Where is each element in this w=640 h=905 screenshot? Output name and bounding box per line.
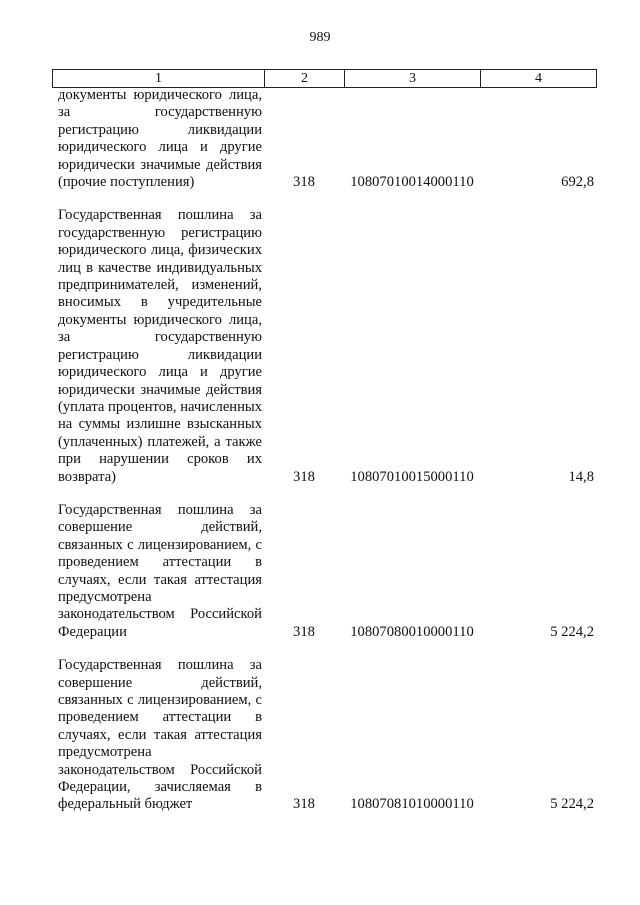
column-header-4: 4 [481, 70, 597, 88]
row-admin-code: 318 [293, 796, 315, 813]
row-description: документы юридического лица, за государственную регистрацию ликвидации юридического лица и другие юридически значимые действия (прочие поступления) [58, 87, 262, 191]
table-row [52, 502, 596, 641]
table-row [52, 207, 596, 486]
row-amount: 692,8 [561, 174, 594, 191]
table-row [52, 87, 596, 191]
page-number: 989 [309, 30, 331, 45]
column-header-row [53, 70, 597, 88]
row-amount: 14,8 [568, 468, 594, 485]
row-description: Государственная пошлина за государственную регистрацию юридического лица, физических лиц в качестве индивидуальных предпринимателей, изменений, вносимых в учредительные документы юридического лица, за государственную регистрацию ликвидации юридического лица и другие юридически значимые действия (уплата процентов, начисленных на суммы излишне взысканных (уплаченных) платежей, а также при нарушении сроков их возврата) [58, 207, 263, 485]
row-kbk-code: 10807010015000110 [350, 468, 474, 485]
row-amount: 5 224,2 [550, 796, 594, 813]
row-description: Государственная пошлина за совершение действий, связанных с лицензированием, с проведением аттестации в случаях, если такая аттестация предусмотрена законодательством Российской Федерации, зачисляемая в федеральный бюджет [58, 657, 262, 813]
row-amount: 5 224,2 [550, 623, 594, 640]
row-admin-code: 318 [293, 174, 315, 191]
table-body [52, 87, 596, 830]
table-row [52, 657, 596, 814]
column-header-3: 3 [345, 70, 481, 88]
row-admin-code: 318 [293, 468, 315, 485]
row-admin-code: 318 [293, 623, 315, 640]
row-description: Государственная пошлина за совершение действий, связанных с лицензированием, с проведением аттестации в случаях, если такая аттестация предусмотрена законодательством Российской Федерации [58, 501, 262, 640]
row-kbk-code: 10807080010000110 [350, 623, 474, 640]
column-header-1: 1 [53, 70, 265, 88]
column-header-table [52, 69, 597, 88]
column-header-2: 2 [265, 70, 345, 88]
row-kbk-code: 10807081010000110 [350, 796, 474, 813]
row-kbk-code: 10807010014000110 [350, 174, 474, 191]
